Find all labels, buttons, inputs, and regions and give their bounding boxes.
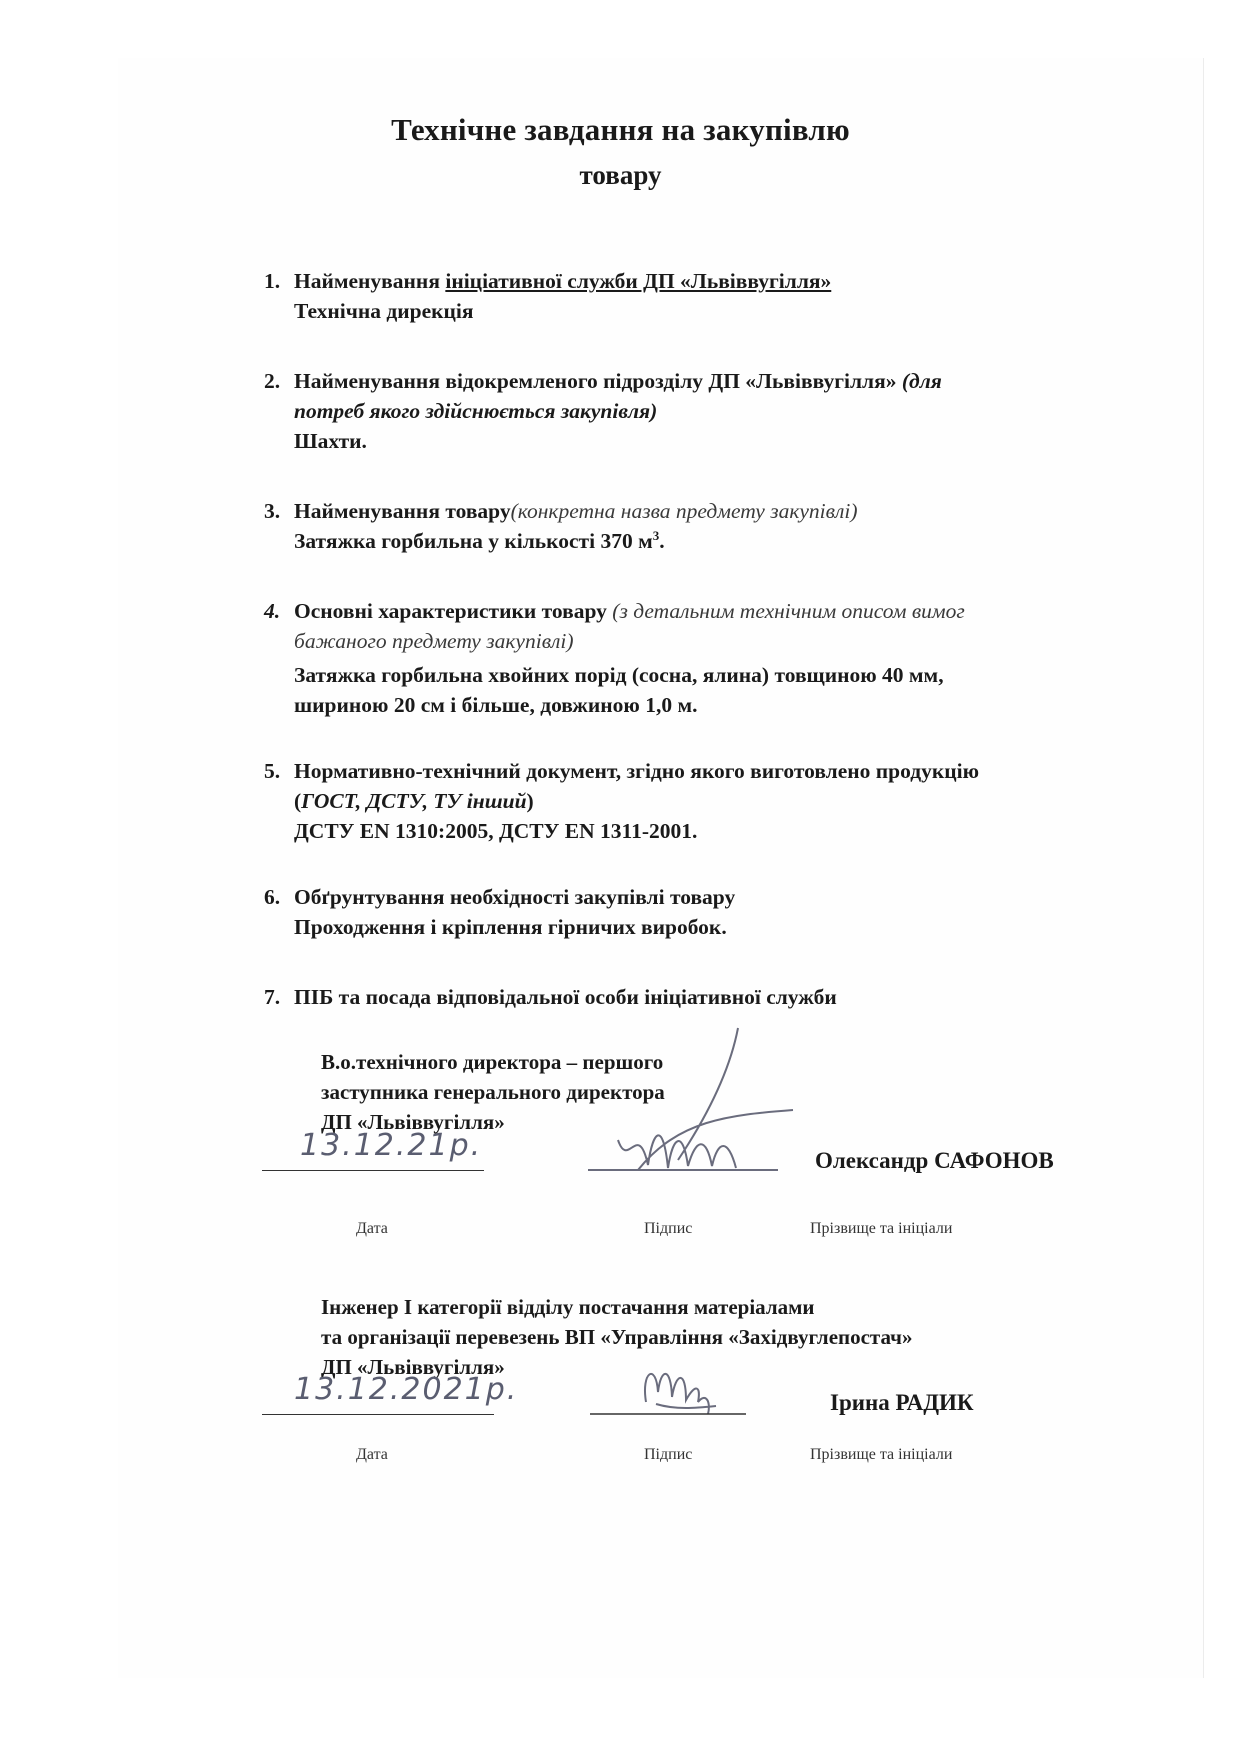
- date-line: [262, 1414, 494, 1415]
- section-value: Затяжка горбильна у кількості 370 м: [294, 529, 653, 553]
- section-7: [264, 982, 1154, 1012]
- section-3: [264, 496, 1154, 556]
- date-label: Дата: [356, 1220, 388, 1237]
- section-4: [264, 596, 1154, 720]
- section-value-cont: шириною 20 см і більше, довжиною 1,0 м.: [294, 693, 698, 717]
- handwritten-date: 13.12.21р.: [300, 1128, 483, 1163]
- section-6: [264, 882, 1154, 942]
- section-note-cont: потреб якого здійснюється закупівля): [294, 399, 658, 423]
- section-heading: ПІБ та посада відповідальної особи ініціативної служби: [294, 985, 837, 1009]
- position-line: В.о.технічного директора – першого: [321, 1050, 664, 1074]
- section-note: (з детальним технічним описом вимог: [612, 599, 965, 623]
- handwritten-date: 13.12.2021р.: [294, 1372, 519, 1407]
- section-1: [264, 266, 1154, 326]
- unit-superscript: 3: [652, 527, 660, 543]
- date-label: Дата: [356, 1446, 388, 1463]
- section-number: 6.: [264, 885, 281, 909]
- section-note-cont: бажаного предмету закупівлі): [294, 629, 574, 653]
- signature-1: [578, 1020, 798, 1190]
- section-heading: Найменування товару: [294, 499, 511, 523]
- section-heading: Нормативно-технічний документ, згідно якого виготовлено продукцію: [294, 759, 980, 783]
- section-2: [264, 366, 1154, 456]
- paren-open: (: [294, 789, 302, 813]
- position-line: та організації перевезень ВП «Управління «Західвуглепостач»: [321, 1325, 913, 1349]
- section-number: 3.: [264, 499, 281, 523]
- position-line: ДП «Львіввугілля»: [321, 1110, 505, 1134]
- section-value-end: .: [659, 529, 665, 553]
- position-line: Інженер І категорії відділу постачання матеріалами: [321, 1295, 815, 1319]
- section-number: 1.: [264, 269, 281, 293]
- section-heading: Найменування відокремленого підрозділу ДП «Львіввугілля»: [294, 369, 897, 393]
- section-value: Затяжка горбильна хвойних порід (сосна, ялина) товщиною 40 мм,: [294, 663, 944, 687]
- section-value: Технічна дирекція: [294, 299, 474, 323]
- section-heading: Найменування: [294, 269, 446, 293]
- position-line: заступника генерального директора: [321, 1080, 665, 1104]
- section-number: 2.: [264, 369, 281, 393]
- section-heading: Основні характеристики товару: [294, 599, 607, 623]
- section-value: Проходження і кріплення гірничих виробок.: [294, 915, 727, 939]
- signature-label: Підпис: [644, 1220, 693, 1237]
- name-label: Прізвище та ініціали: [810, 1446, 953, 1463]
- section-note: (конкретна назва предмету закупівлі): [510, 499, 858, 523]
- position-line: ДП «Львіввугілля»: [321, 1355, 505, 1379]
- signatory-name: Олександр САФОНОВ: [815, 1148, 1054, 1173]
- name-label: Прізвище та ініціали: [810, 1220, 953, 1237]
- section-heading: Обґрунтування необхідності закупівлі товару: [294, 885, 736, 909]
- section-value: Шахти.: [294, 429, 367, 453]
- document-title: Технічне завдання на закупівлю: [391, 112, 850, 147]
- signature-2: [586, 1362, 756, 1422]
- section-note: ГОСТ, ДСТУ, ТУ інший: [301, 789, 527, 813]
- section-5: [264, 756, 1154, 846]
- date-line: [262, 1170, 484, 1171]
- section-value: ДСТУ EN 1310:2005, ДСТУ EN 1311-2001.: [294, 819, 698, 843]
- signature-label: Підпис: [644, 1446, 693, 1463]
- section-number: 4.: [264, 599, 281, 623]
- section-number: 5.: [264, 759, 281, 783]
- section-heading-underlined: ініціативної служби ДП «Львіввугілля»: [445, 269, 832, 293]
- paren-close: ): [526, 789, 534, 813]
- signatory-name: Ірина РАДИК: [830, 1390, 974, 1415]
- section-note: (для: [901, 369, 942, 393]
- document-subtitle: товару: [579, 160, 662, 190]
- section-number: 7.: [264, 985, 281, 1009]
